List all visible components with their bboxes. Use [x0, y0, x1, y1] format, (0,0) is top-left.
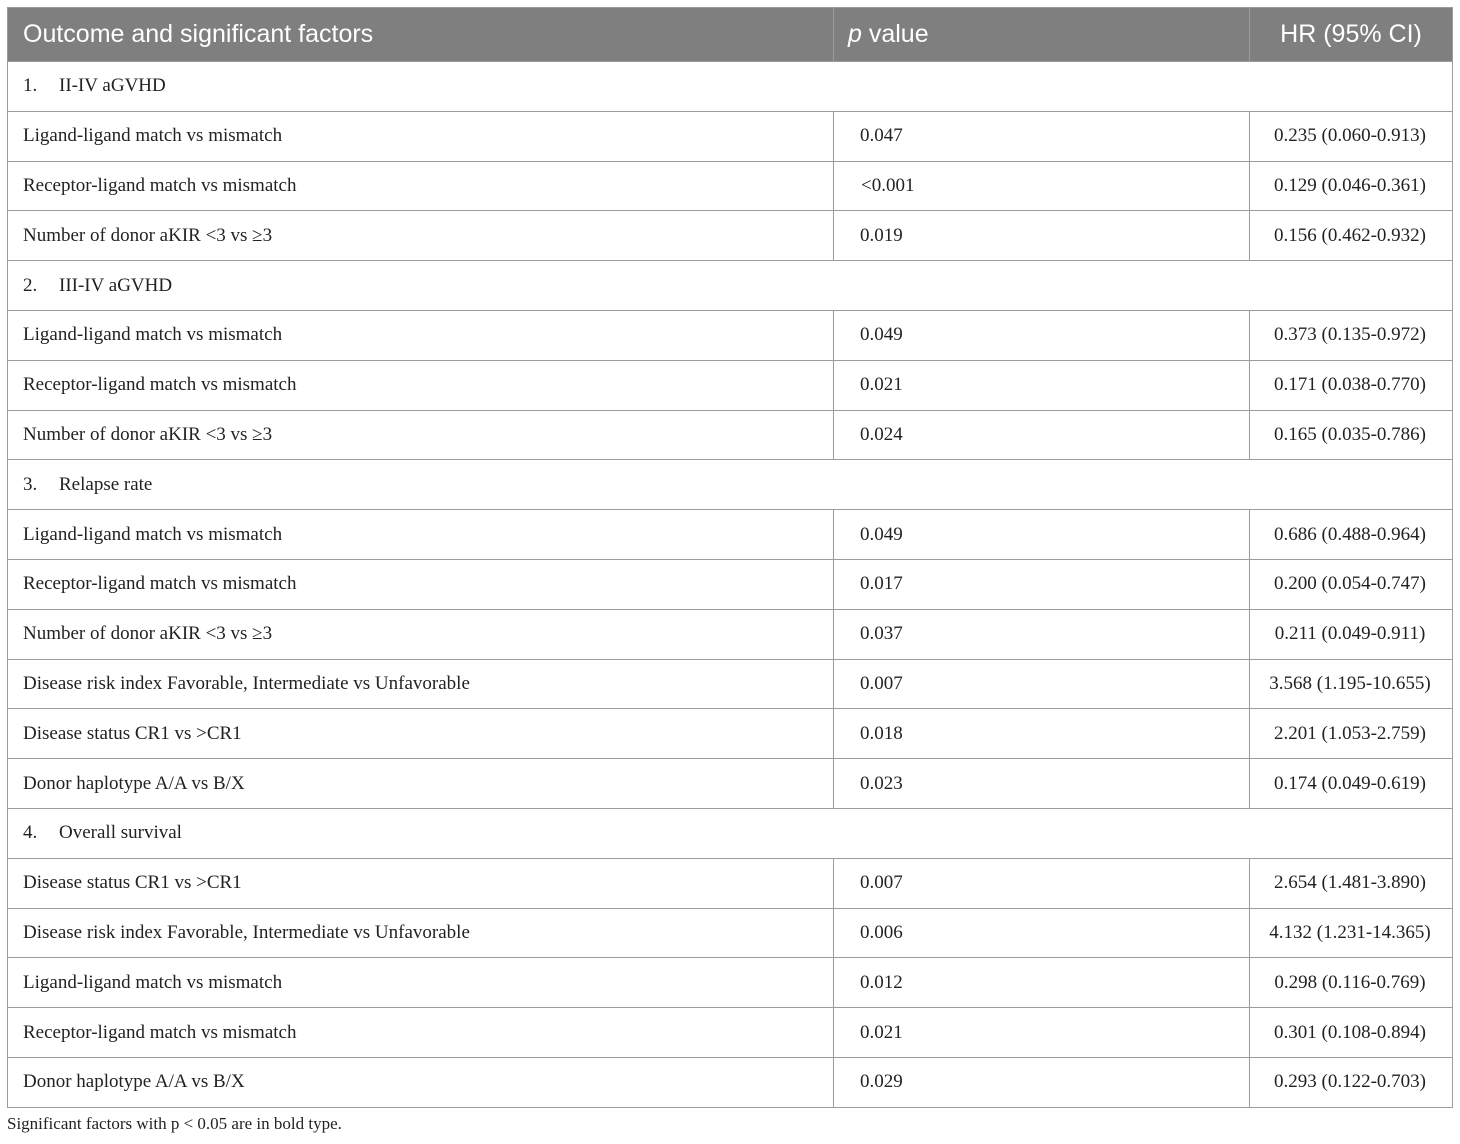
factor-cell: Number of donor aKIR <3 vs ≥3	[8, 609, 834, 659]
header-hr: HR (95% CI)	[1250, 8, 1453, 62]
header-p-italic: p	[848, 20, 862, 48]
factor-cell: Ligand-ligand match vs mismatch	[8, 510, 834, 560]
p-value-cell: <0.001	[834, 161, 1250, 211]
p-value-cell: 0.049	[834, 310, 1250, 360]
factor-cell: Receptor-ligand match vs mismatch	[8, 559, 834, 609]
hr-cell: 3.568 (1.195-10.655)	[1250, 659, 1453, 709]
p-value-cell: 0.007	[834, 858, 1250, 908]
section-heading	[8, 460, 1453, 510]
factor-cell: Donor haplotype A/A vs B/X	[8, 759, 834, 809]
factor-cell: Ligand-ligand match vs mismatch	[8, 310, 834, 360]
section-number: 1.	[23, 75, 38, 97]
hr-cell: 0.156 (0.462-0.932)	[1250, 211, 1453, 261]
table-body	[8, 62, 1453, 1108]
results-table-container	[7, 7, 1452, 1108]
header-outcome: Outcome and significant factors	[8, 8, 834, 62]
table-row	[8, 559, 1453, 609]
hr-cell: 0.200 (0.054-0.747)	[1250, 559, 1453, 609]
section-title: Relapse rate	[59, 473, 153, 495]
p-value-cell: 0.017	[834, 559, 1250, 609]
section-row	[8, 62, 1453, 112]
hr-cell: 2.654 (1.481-3.890)	[1250, 858, 1453, 908]
table-row	[8, 759, 1453, 809]
header-p-value	[834, 8, 1250, 62]
header-p-rest: value	[861, 20, 929, 48]
factor-cell: Receptor-ligand match vs mismatch	[8, 360, 834, 410]
p-value-cell: 0.021	[834, 1008, 1250, 1058]
p-value-cell: 0.018	[834, 709, 1250, 759]
hr-cell: 0.293 (0.122-0.703)	[1250, 1057, 1453, 1107]
table-row	[8, 958, 1453, 1008]
hr-cell: 4.132 (1.231-14.365)	[1250, 908, 1453, 958]
hr-cell: 0.174 (0.049-0.619)	[1250, 759, 1453, 809]
section-title: III-IV aGVHD	[59, 274, 173, 296]
p-value-cell: 0.037	[834, 609, 1250, 659]
section-heading	[8, 62, 1453, 112]
p-value-cell: 0.047	[834, 111, 1250, 161]
factor-cell: Ligand-ligand match vs mismatch	[8, 111, 834, 161]
factor-cell: Receptor-ligand match vs mismatch	[8, 161, 834, 211]
p-value-cell: 0.021	[834, 360, 1250, 410]
section-heading	[8, 261, 1453, 311]
table-row	[8, 709, 1453, 759]
hr-cell: 0.171 (0.038-0.770)	[1250, 360, 1453, 410]
section-number: 3.	[23, 473, 38, 495]
factor-cell: Disease status CR1 vs >CR1	[8, 858, 834, 908]
table-row	[8, 510, 1453, 560]
factor-cell: Disease risk index Favorable, Intermediate vs Unfavorable	[8, 908, 834, 958]
results-table	[7, 7, 1453, 1108]
hr-cell: 0.129 (0.046-0.361)	[1250, 161, 1453, 211]
section-row	[8, 460, 1453, 510]
hr-cell: 0.165 (0.035-0.786)	[1250, 410, 1453, 460]
section-title: II-IV aGVHD	[59, 75, 166, 97]
table-row	[8, 659, 1453, 709]
section-row	[8, 261, 1453, 311]
hr-cell: 0.301 (0.108-0.894)	[1250, 1008, 1453, 1058]
section-heading	[8, 808, 1453, 858]
table-row	[8, 310, 1453, 360]
table-row	[8, 858, 1453, 908]
hr-cell: 2.201 (1.053-2.759)	[1250, 709, 1453, 759]
table-row	[8, 211, 1453, 261]
factor-cell: Number of donor aKIR <3 vs ≥3	[8, 211, 834, 261]
table-row	[8, 609, 1453, 659]
table-row	[8, 410, 1453, 460]
section-number: 2.	[23, 274, 38, 296]
table-row	[8, 1057, 1453, 1107]
section-number: 4.	[23, 822, 38, 844]
factor-cell: Receptor-ligand match vs mismatch	[8, 1008, 834, 1058]
table-footnote: Significant factors with p < 0.05 are in bold type.	[7, 1114, 342, 1133]
p-value-cell: 0.007	[834, 659, 1250, 709]
header-row	[8, 8, 1453, 62]
factor-cell: Donor haplotype A/A vs B/X	[8, 1057, 834, 1107]
factor-cell: Ligand-ligand match vs mismatch	[8, 958, 834, 1008]
p-value-cell: 0.024	[834, 410, 1250, 460]
factor-cell: Disease status CR1 vs >CR1	[8, 709, 834, 759]
table-row	[8, 1008, 1453, 1058]
factor-cell: Disease risk index Favorable, Intermediate vs Unfavorable	[8, 659, 834, 709]
table-header	[8, 8, 1453, 62]
hr-cell: 0.373 (0.135-0.972)	[1250, 310, 1453, 360]
p-value-cell: 0.049	[834, 510, 1250, 560]
table-row	[8, 161, 1453, 211]
hr-cell: 0.211 (0.049-0.911)	[1250, 609, 1453, 659]
hr-cell: 0.235 (0.060-0.913)	[1250, 111, 1453, 161]
p-value-cell: 0.019	[834, 211, 1250, 261]
p-value-cell: 0.029	[834, 1057, 1250, 1107]
hr-cell: 0.298 (0.116-0.769)	[1250, 958, 1453, 1008]
table-row	[8, 111, 1453, 161]
p-value-cell: 0.006	[834, 908, 1250, 958]
factor-cell: Number of donor aKIR <3 vs ≥3	[8, 410, 834, 460]
table-row	[8, 360, 1453, 410]
p-value-cell: 0.012	[834, 958, 1250, 1008]
p-value-cell: 0.023	[834, 759, 1250, 809]
hr-cell: 0.686 (0.488-0.964)	[1250, 510, 1453, 560]
table-row	[8, 908, 1453, 958]
section-title: Overall survival	[59, 822, 182, 844]
section-row	[8, 808, 1453, 858]
